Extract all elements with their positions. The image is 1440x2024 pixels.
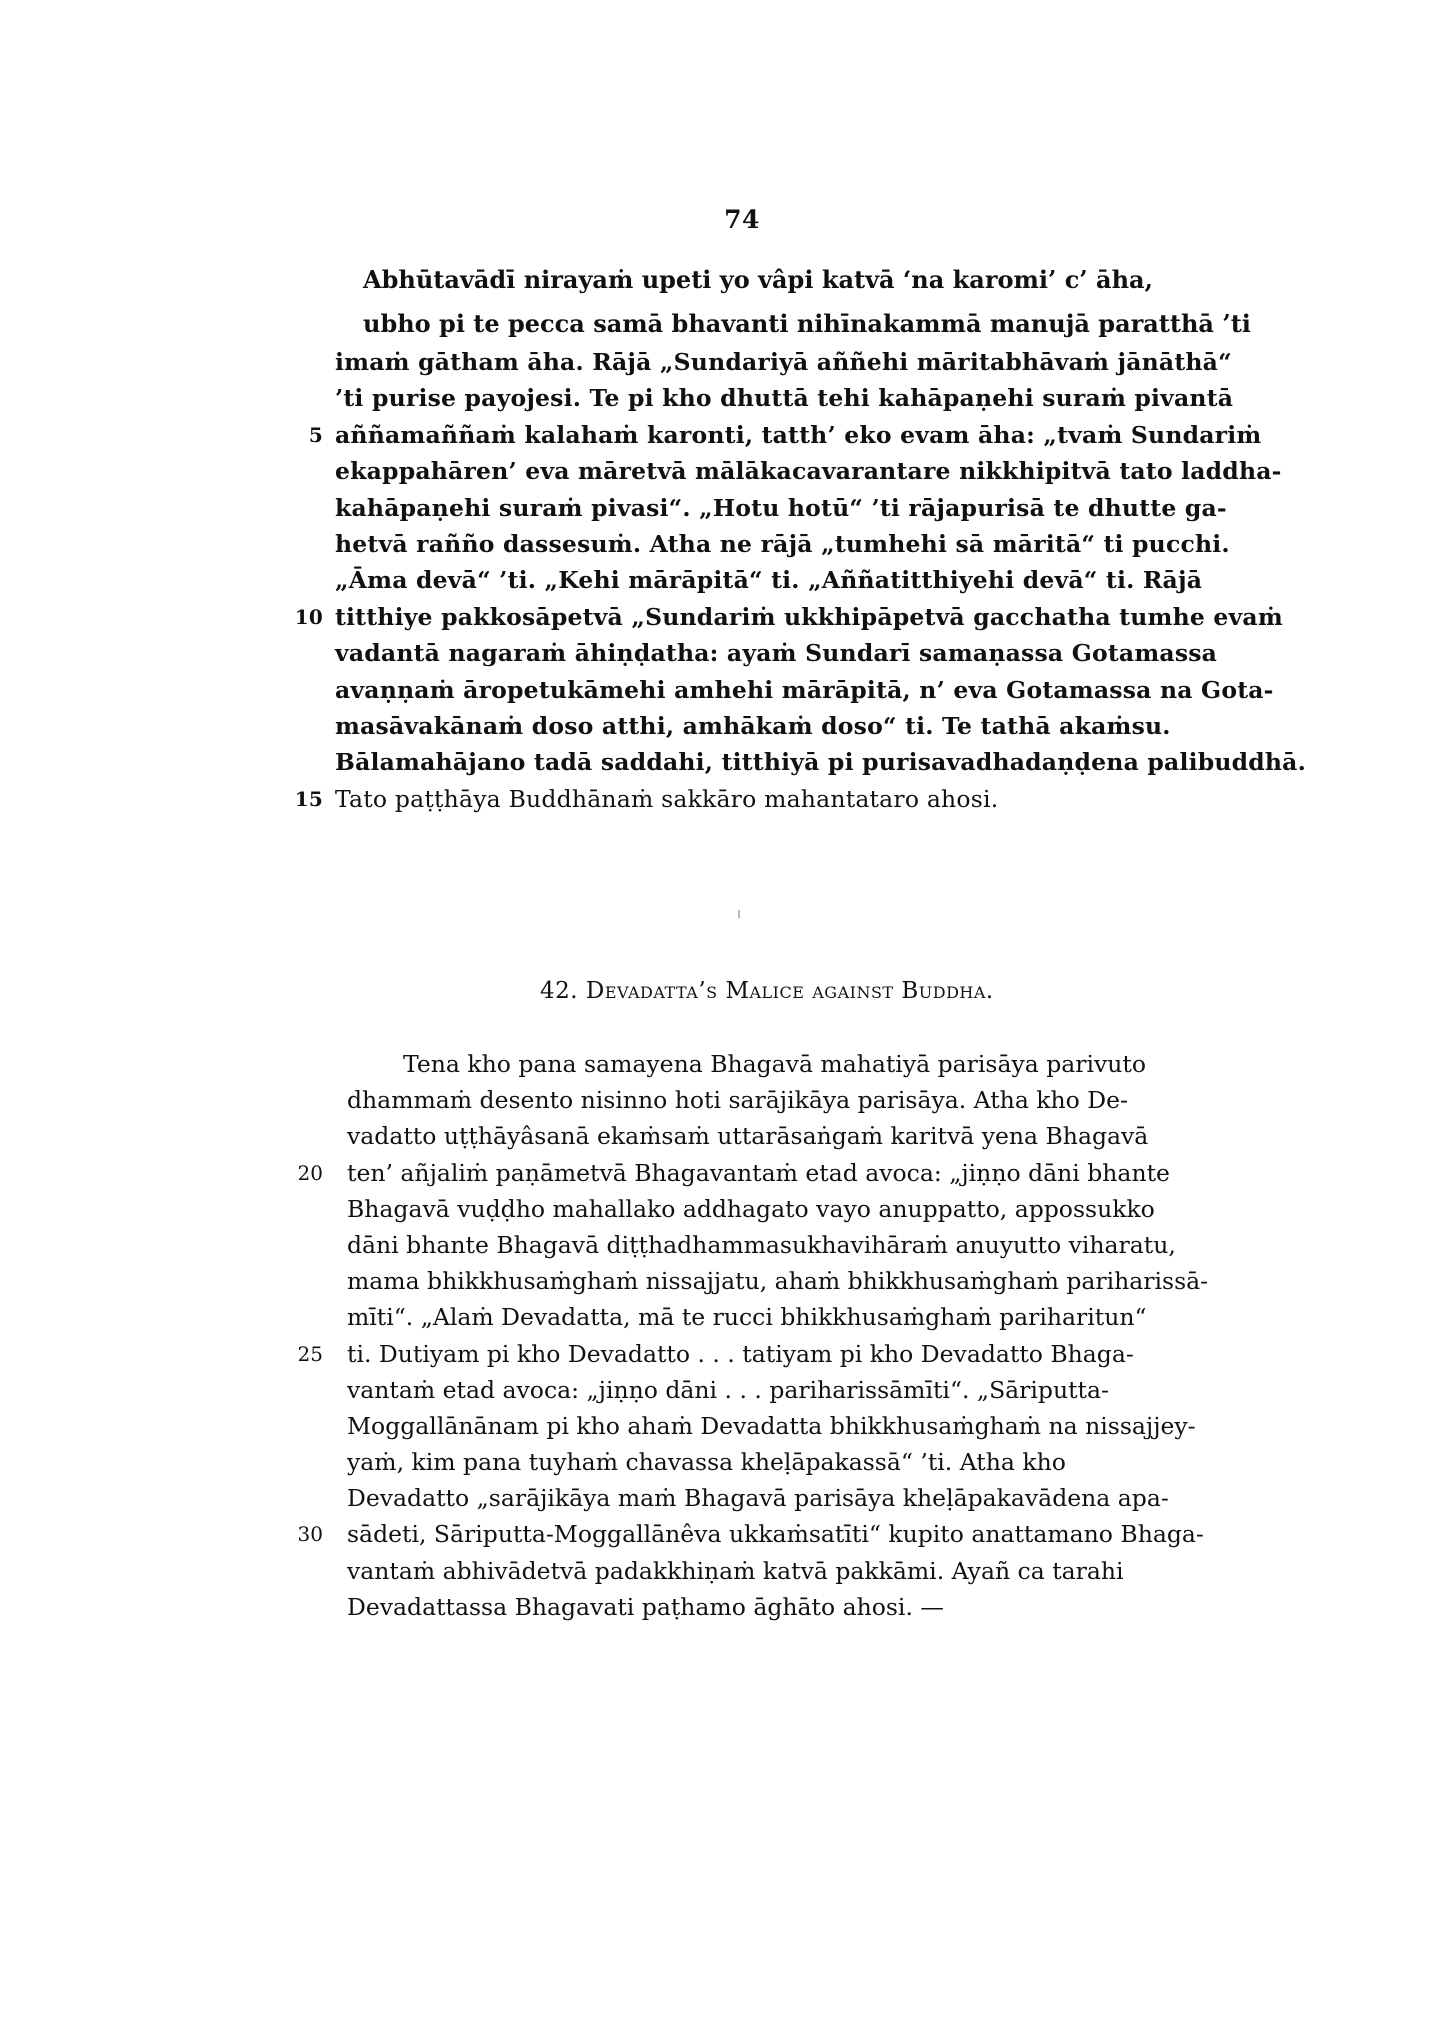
line-text: Tena kho pana samayena Bhagavā mahatiyā parisāya parivuto <box>403 1050 1147 1078</box>
text-line <box>335 672 1274 708</box>
text-line <box>347 1408 1247 1444</box>
line-number: 15 <box>294 786 323 811</box>
verse <box>363 258 1263 346</box>
line-text: sādeti, Sāriputta-Moggallānêva ukkaṁsatīti“ kupito anattamano Bhaga- <box>347 1520 1204 1549</box>
line-number: 25 <box>297 1341 323 1366</box>
stray-mark <box>738 910 740 918</box>
verse-line: ubho pi te pecca samā bhavanti nihīnakammā manujā paratthā ’ti <box>363 309 1251 338</box>
line-text: vantaṁ abhivādetvā padakkhiṇaṁ katvā pakkāmi. Ayañ ca tarahi <box>347 1556 1124 1585</box>
text-line <box>335 526 1245 562</box>
section-heading <box>540 978 1140 1004</box>
text-line <box>335 562 1245 598</box>
text-line <box>335 708 1245 744</box>
text-line <box>297 1516 1247 1552</box>
line-text: mama bhikkhusaṁghaṁ nissajjatu, ahaṁ bhikkhusaṁghaṁ pariharissā- <box>347 1267 1209 1296</box>
line-text: titthiye pakkosāpetvā „Sundariṁ ukkhipāpetvā gacchatha tumhe evaṁ <box>335 602 1283 631</box>
text-line <box>335 744 1306 780</box>
line-number: 30 <box>297 1522 323 1547</box>
text-line <box>297 1155 1247 1191</box>
text-line <box>335 344 1245 380</box>
text-line <box>347 1263 1247 1299</box>
text-line <box>347 1372 1247 1408</box>
verse-line: Abhūtavādī nirayaṁ upeti yo vâpi katvā ‘na karomi’ c’ āha, <box>363 265 1153 294</box>
line-text: Devadattassa Bhagavati paṭhamo āghāto ahosi. — <box>347 1592 944 1621</box>
text-line <box>347 1118 1247 1154</box>
text-line <box>347 1480 1247 1516</box>
line-text: Moggallānānam pi kho ahaṁ Devadatta bhikkhusaṁghaṁ na nissajjey- <box>347 1411 1196 1440</box>
line-number: 10 <box>294 604 323 629</box>
passage-bottom <box>297 1046 1247 1625</box>
text-line <box>347 1299 1247 1335</box>
text-line <box>347 1444 1247 1480</box>
section-title: Devadatta’s Malice against Buddha. <box>585 978 994 1004</box>
text-line <box>347 1227 1247 1263</box>
line-text: aññamaññaṁ kalahaṁ karonti, tatth’ eko evam āha: „tvaṁ Sundariṁ <box>335 420 1262 449</box>
line-text: „Āma devā“ ’ti. „Kehi mārāpitā“ ti. „Aññatitthiyehi devā“ ti. Rājā <box>335 566 1203 595</box>
line-text: yaṁ, kim pana tuyhaṁ chavassa kheḷāpakassā“ ’ti. Atha kho <box>347 1448 1066 1477</box>
line-text: ten’ añjaliṁ paṇāmetvā Bhagavantaṁ etad avoca: „jiṇṇo dāni bhante <box>347 1158 1170 1187</box>
text-line <box>294 781 1245 817</box>
line-text: vantaṁ etad avoca: „jiṇṇo dāni . . . pariharissāmīti“. „Sāriputta- <box>347 1375 1109 1404</box>
line-text: Tato paṭṭhāya Buddhānaṁ sakkāro mahantataro ahosi. <box>335 784 999 813</box>
line-text: Bhagavā vuḍḍho mahallako addhagato vayo anuppatto, appossukko <box>347 1194 1155 1223</box>
text-line <box>335 453 1282 489</box>
line-text: ’ti purise payojesi. Te pi kho dhuttā tehi kahāpaṇehi suraṁ pivantā <box>335 384 1234 413</box>
line-text: avaṇṇaṁ āropetukāmehi amhehi mārāpitā, n’ eva Gotamassa na Gota- <box>335 675 1274 704</box>
text-line <box>335 380 1245 416</box>
line-text: dhammaṁ desento nisinno hoti sarājikāya parisāya. Atha kho De- <box>347 1086 1128 1115</box>
line-text: Devadatto „sarājikāya maṁ Bhagavā parisāya kheḷāpakavādena apa- <box>347 1484 1169 1513</box>
text-line <box>297 1336 1247 1372</box>
line-text: kahāpaṇehi suraṁ pivasi“. „Hotu hotū“ ’ti rājapurisā te dhutte ga- <box>335 493 1227 522</box>
line-text: hetvā rañño dassesuṁ. Atha ne rājā „tumhehi sā māritā“ ti pucchi. <box>335 529 1230 558</box>
text-line <box>347 1553 1247 1589</box>
line-text: ti. Dutiyam pi kho Devadatto . . . tatiyam pi kho Devadatto Bhaga- <box>347 1339 1134 1368</box>
line-number: 5 <box>308 422 323 447</box>
text-line <box>308 417 1262 453</box>
text-line <box>347 1191 1247 1227</box>
text-line <box>347 1082 1247 1118</box>
line-text: vadantā nagaraṁ āhiṇḍatha: ayaṁ Sundarī samaṇassa Gotamassa <box>335 639 1218 668</box>
line-text: imaṁ gātham āha. Rājā „Sundariyā aññehi māritabhāvaṁ jānāthā“ <box>335 348 1232 376</box>
line-text: dāni bhante Bhagavā diṭṭhadhammasukhavihāraṁ anuyutto viharatu, <box>347 1230 1176 1259</box>
section-number: 42. <box>540 978 579 1004</box>
text-line <box>335 490 1245 526</box>
text-line <box>294 599 1283 635</box>
page-number: 74 <box>724 205 760 234</box>
text-line <box>347 1046 1247 1082</box>
line-text: ekappahāren’ eva māretvā mālākacavarantare nikkhipitvā tato laddha- <box>335 457 1282 486</box>
line-number: 20 <box>297 1160 323 1185</box>
line-text: vadatto uṭṭhāyâsanā ekaṁsaṁ uttarāsaṅgaṁ karitvā yena Bhagavā <box>347 1122 1149 1151</box>
passage-top <box>294 344 1306 817</box>
text-line <box>335 635 1245 671</box>
line-text: masāvakānaṁ doso atthi, amhākaṁ doso“ ti. Te tathā akaṁsu. <box>335 711 1171 740</box>
line-text: Bālamahājano tadā saddahi, titthiyā pi purisavadhadaṇḍena palibuddhā. <box>335 748 1306 777</box>
text-line <box>347 1589 1247 1625</box>
line-text: mīti“. „Alaṁ Devadatta, mā te rucci bhikkhusaṁghaṁ pariharitun“ <box>347 1303 1147 1332</box>
